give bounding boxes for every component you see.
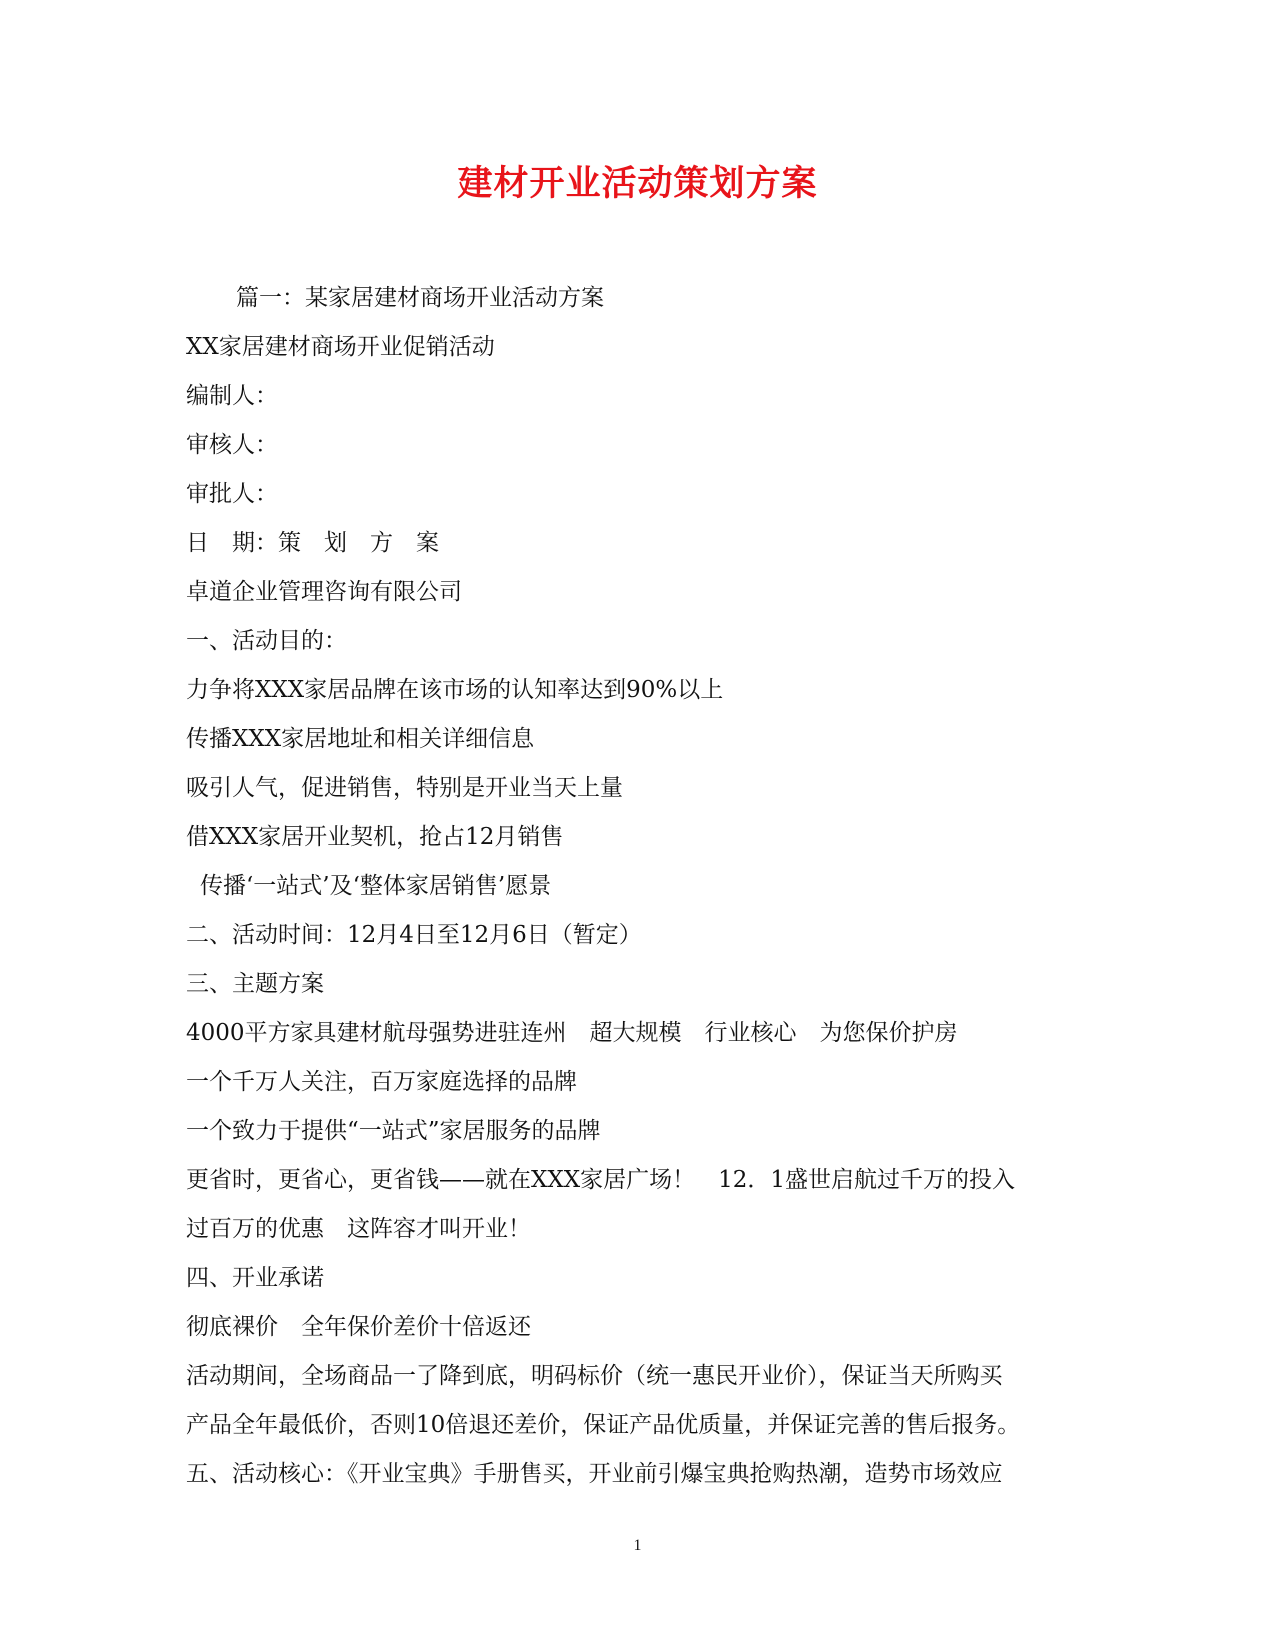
text-line: 传播‘一站式’及‘整体家居销售’愿景 bbox=[200, 873, 552, 899]
section-heading: 一、活动目的： bbox=[186, 628, 347, 654]
text-line: 借XXX家居开业契机，抢占12月销售 bbox=[186, 824, 564, 850]
text-line: 篇一：某家居建材商场开业活动方案 bbox=[236, 285, 604, 311]
section-heading: 二、活动时间：12月4日至12月6日（暂定） bbox=[186, 922, 642, 948]
text-line: 产品全年最低价，否则10倍退还差价，保证产品优质量，并保证完善的售后报务。 bbox=[186, 1412, 1021, 1438]
text-line: 审核人： bbox=[186, 432, 278, 458]
text-line: 一个致力于提供“一站式”家居服务的品牌 bbox=[186, 1118, 601, 1144]
document-title: 建材开业活动策划方案 bbox=[457, 163, 818, 204]
text-line: 力争将XXX家居品牌在该市场的认知率达到90%以上 bbox=[186, 677, 724, 703]
text-line: 过百万的优惠 这阵容才叫开业！ bbox=[186, 1216, 531, 1242]
text-line: XX家居建材商场开业促销活动 bbox=[186, 334, 495, 360]
text-line: 编制人： bbox=[186, 383, 278, 409]
section-heading: 四、开业承诺 bbox=[186, 1265, 324, 1291]
text-line: 审批人： bbox=[186, 481, 278, 507]
text-line: 传播XXX家居地址和相关详细信息 bbox=[186, 726, 535, 752]
section-heading: 五、活动核心：《开业宝典》手册售买，开业前引爆宝典抢购热潮，造势市场效应 bbox=[186, 1461, 1003, 1487]
section-heading: 三、主题方案 bbox=[186, 971, 324, 997]
text-line: 吸引人气，促进销售，特别是开业当天上量 bbox=[186, 775, 623, 801]
page-number: 1 bbox=[633, 1537, 642, 1554]
text-line: 卓道企业管理咨询有限公司 bbox=[186, 579, 462, 605]
text-line: 彻底裸价 全年保价差价十倍返还 bbox=[186, 1314, 531, 1340]
text-line: 更省时，更省心，更省钱——就在XXX家居广场！ 12．1盛世启航过千万的投入 bbox=[186, 1167, 1016, 1193]
text-line: 一个千万人关注，百万家庭选择的品牌 bbox=[186, 1069, 577, 1095]
text-line: 4000平方家具建材航母强势进驻连州 超大规模 行业核心 为您保价护房 bbox=[186, 1020, 958, 1046]
text-line: 日 期：策 划 方 案 bbox=[186, 530, 439, 556]
text-line: 活动期间，全场商品一了降到底，明码标价（统一惠民开业价），保证当天所购买 bbox=[186, 1363, 1003, 1389]
document-body bbox=[186, 274, 1106, 1499]
